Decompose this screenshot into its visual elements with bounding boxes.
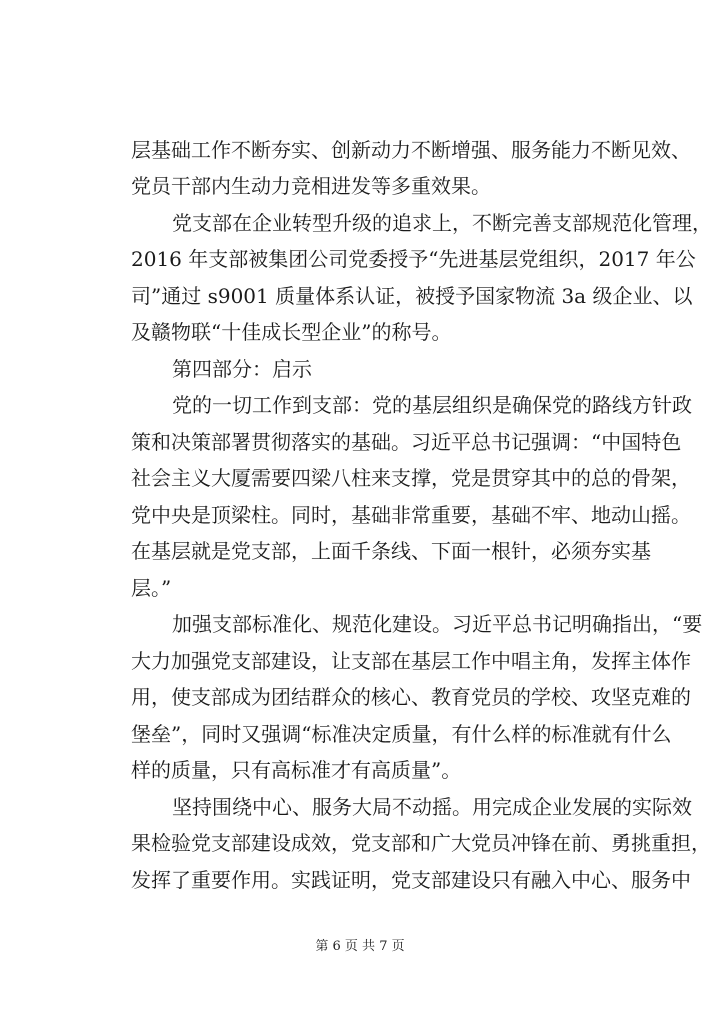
body-text-line: 社会主义大厦需要四梁八柱来支撑，党是贯穿其中的总的骨架， [131,466,691,490]
body-text-line: 2016 年支部被集团公司党委授予“先进基层党组织，2017 年公 [131,247,696,271]
body-text-line: 发挥了重要作用。实践证明，党支部建设只有融入中心、服务中 [131,868,691,892]
body-text-line: 党中央是顶梁柱。同时，基础非常重要，基础不牢、地动山摇。 [131,503,691,527]
body-text-line: 党员干部内生动力竞相进发等多重效果。 [131,174,491,198]
paragraph-first-line: 党支部在企业转型升级的追求上，不断完善支部规范化管理， [172,211,712,235]
body-text-line: 层。” [131,576,172,600]
body-text-line: 样的质量，只有高标准才有高质量”。 [131,758,462,782]
body-text-line: 层基础工作不断夯实、创新动力不断增强、服务能力不断见效、 [131,138,691,162]
body-text-line: 在基层就是党支部，上面千条线、下面一根针，必须夯实基 [131,539,651,563]
body-text-line: 策和决策部署贯彻落实的基础。习近平总书记强调：“中国特色 [131,430,682,454]
page-number-footer: 第 6 页 共 7 页 [315,939,405,954]
body-text-line: 堡垒”，同时又强调“标准决定质量，有什么样的标准就有什么 [131,722,672,746]
body-text-line: 大力加强党支部建设，让支部在基层工作中唱主角，发挥主体作 [131,649,691,673]
paragraph-first-line: 加强支部标准化、规范化建设。习近平总书记明确指出，“要 [172,612,703,636]
body-text-line: 及赣物联“十佳成长型企业”的称号。 [131,320,452,344]
paragraph-first-line: 党的一切工作到支部：党的基层组织是确保党的路线方针政 [172,393,692,417]
body-text-line: 用，使支部成为团结群众的核心、教育党员的学校、攻坚克难的 [131,685,691,709]
paragraph-first-line: 坚持围绕中心、服务大局不动摇。用完成企业发展的实际效 [172,795,692,819]
body-text-line: 果检验党支部建设成效，党支部和广大党员冲锋在前、勇挑重担， [131,831,711,855]
body-text-line: 司”通过 s9001 质量体系认证，被授予国家物流 3a 级企业、以 [131,284,693,308]
section-heading: 第四部分：启示 [172,357,312,381]
